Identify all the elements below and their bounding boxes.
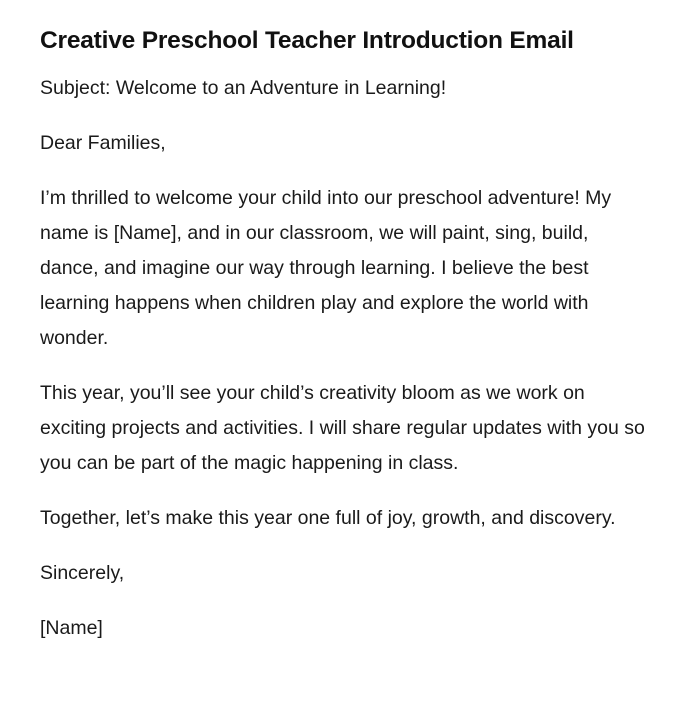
email-body-paragraph-2: This year, you’ll see your child’s creativity bloom as we work on exciting projects and activities. I will share regular updates with you so you can be part of the magic happening in class.	[40, 382, 645, 474]
email-subject-line: Subject: Welcome to an Adventure in Learning!	[40, 77, 447, 99]
email-closing: Sincerely,	[40, 562, 125, 584]
email-greeting: Dear Families,	[40, 132, 166, 154]
email-body-paragraph-1: I’m thrilled to welcome your child into our preschool adventure! My name is [Name], and in our classroom, we will paint, sing, build, dance, and imagine our way through learning. I believe the best learning happens when children play and explore the world with wonder.	[40, 187, 612, 349]
email-signature: [Name]	[40, 617, 103, 639]
document-title: Creative Preschool Teacher Introduction Email	[40, 27, 574, 54]
email-body-paragraph-3: Together, let’s make this year one full of joy, growth, and discovery.	[40, 507, 616, 529]
